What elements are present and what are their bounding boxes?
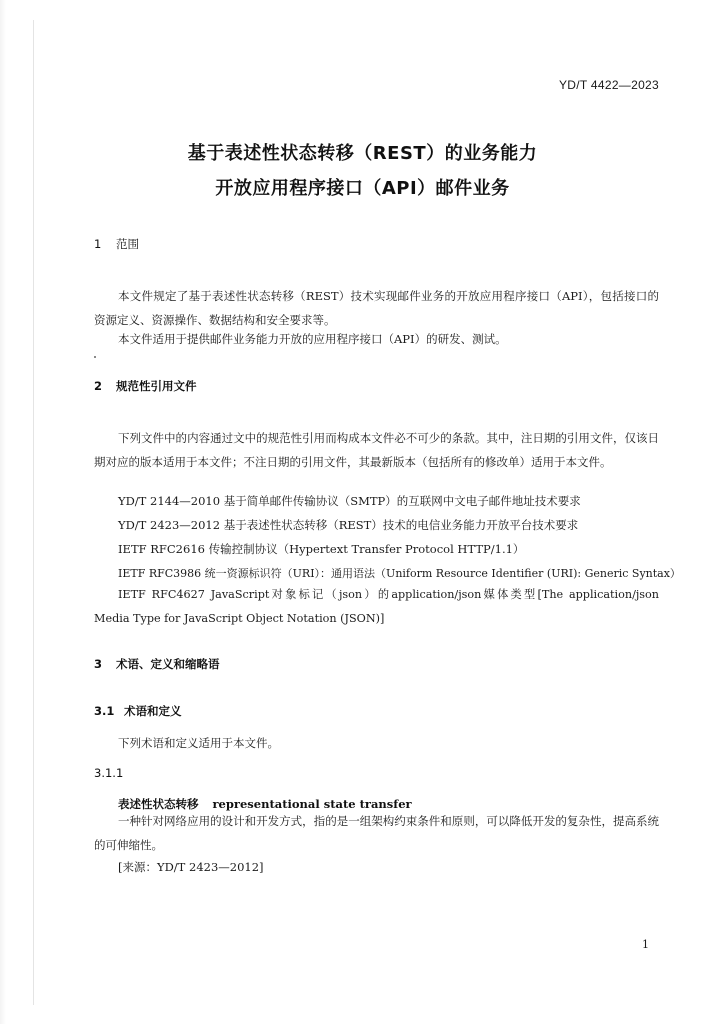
page-number: 1 bbox=[642, 938, 649, 951]
reference-item: IETF RFC4627 JavaScript对象标记（json）的application/json媒体类型[The application/json Media Type for JavaScript Object Notation (JSON)] bbox=[94, 588, 659, 625]
term-english-name: representational state transfer bbox=[212, 797, 412, 811]
section-2-intro: 下列文件中的内容通过文中的规范性引用而构成本文件必不可少的条款。其中，注日期的引用文件，仅该日期对应的版本适用于本文件；不注日期的引用文件，其最新版本（包括所有的修改单）适用于本文件。 bbox=[94, 431, 659, 469]
document-title-line-1: 基于表述性状态转移（REST）的业务能力 bbox=[187, 143, 538, 164]
subsection-3-1-title: 术语和定义 bbox=[124, 704, 182, 718]
scan-speck bbox=[94, 356, 96, 358]
term-3-1-1-number: 3.1.1 bbox=[94, 766, 124, 780]
scan-edge-line bbox=[33, 20, 34, 1005]
section-3-heading bbox=[94, 656, 220, 672]
section-3-title: 术语、定义和缩略语 bbox=[116, 657, 220, 671]
section-2-heading bbox=[94, 378, 197, 394]
standard-code: YD/T 4422—2023 bbox=[558, 78, 659, 92]
document-title-line-2: 开放应用程序接口（API）邮件业务 bbox=[215, 178, 510, 199]
section-2-title: 规范性引用文件 bbox=[116, 379, 197, 393]
term-3-1-1-source: [来源：YD/T 2423—2012] bbox=[118, 860, 264, 874]
section-1-heading bbox=[94, 236, 139, 252]
section-2-number: 2 bbox=[94, 379, 103, 393]
subsection-3-1-intro: 下列术语和定义适用于本文件。 bbox=[118, 736, 279, 750]
term-3-1-1-definition: 一种针对网络应用的设计和开发方式，指的是一组架构约束条件和原则，可以降低开发的复杂性，提高系统的可伸缩性。 bbox=[94, 814, 659, 852]
section-1-para-2: 本文件适用于提供邮件业务能力开放的应用程序接口（API）的研发、测试。 bbox=[118, 332, 507, 346]
section-1-title: 范围 bbox=[116, 237, 139, 251]
section-1-para-1: 本文件规定了基于表述性状态转移（REST）技术实现邮件业务的开放应用程序接口（API），包括接口的资源定义、资源操作、数据结构和安全要求等。 bbox=[94, 289, 659, 327]
subsection-3-1-heading bbox=[94, 703, 182, 719]
section-1-number: 1 bbox=[94, 237, 102, 251]
reference-item: IETF RFC2616 传输控制协议（Hypertext Transfer Protocol HTTP/1.1） bbox=[118, 542, 525, 556]
reference-item: IETF RFC3986 统一资源标识符（URI）：通用语法（Uniform Resource Identifier (URI): Generic Syntax） bbox=[118, 567, 681, 580]
reference-item: YD/T 2423—2012 基于表述性状态转移（REST）技术的电信业务能力开放平台技术要求 bbox=[118, 518, 579, 532]
reference-item: YD/T 2144—2010 基于简单邮件传输协议（SMTP）的互联网中文电子邮件地址技术要求 bbox=[118, 494, 581, 508]
section-3-number: 3 bbox=[94, 657, 103, 671]
term-chinese-name: 表述性状态转移 bbox=[118, 797, 199, 811]
subsection-3-1-number: 3.1 bbox=[94, 704, 115, 718]
